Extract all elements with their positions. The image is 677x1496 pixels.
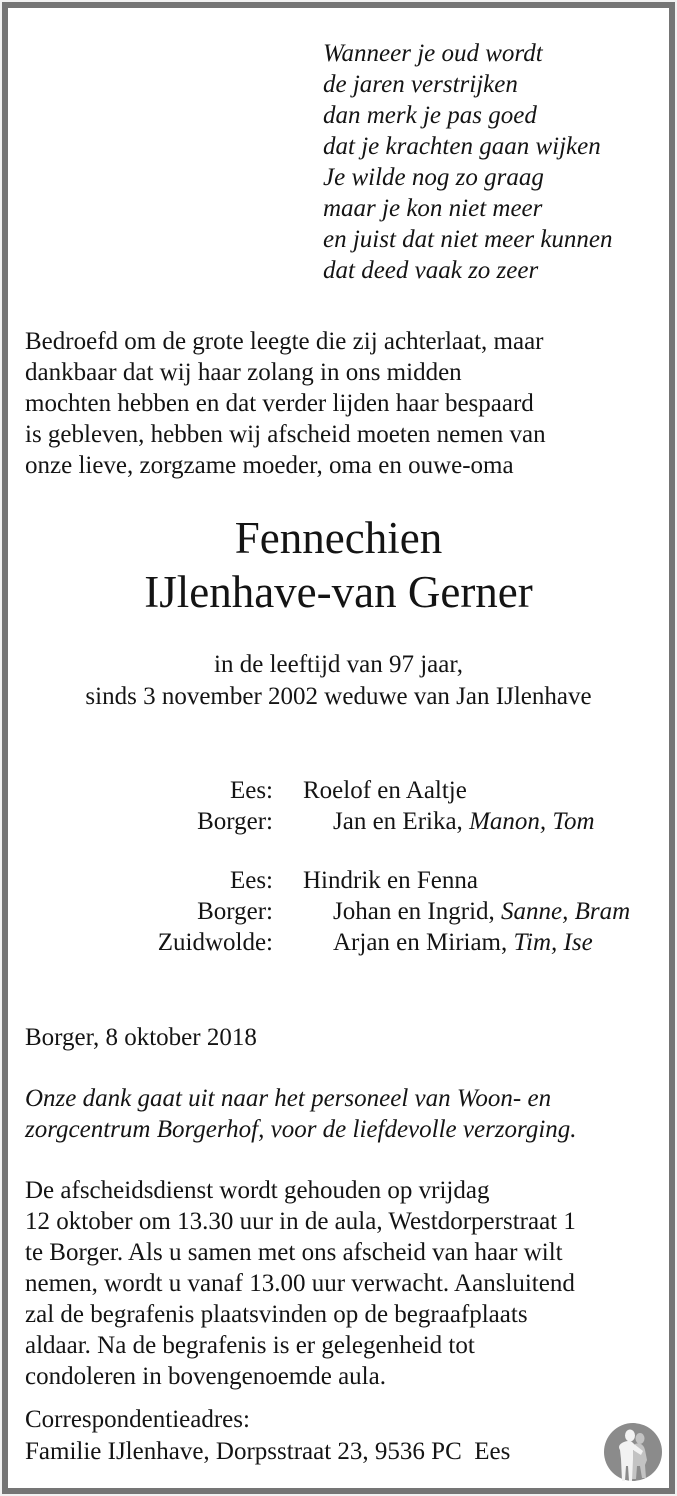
thanks-paragraph bbox=[25, 1083, 652, 1145]
poem-line: dat je krachten gaan wijken bbox=[323, 133, 601, 160]
family-group bbox=[25, 865, 652, 958]
age-line: in de leeftijd van 97 jaar, bbox=[214, 651, 463, 678]
correspondence-address: Familie IJlenhave, Dorpsstraat 23, 9536 PC Ees bbox=[25, 1438, 511, 1465]
announcement-line: is gebleven, hebben wij afscheid moeten nemen van bbox=[25, 421, 546, 448]
memorial-poem bbox=[323, 38, 652, 286]
correspondence-block bbox=[25, 1404, 652, 1468]
obituary-card bbox=[2, 2, 675, 1494]
poem-line: Je wilde nog zo graag bbox=[323, 164, 544, 191]
children-names: Roelof en Aaltje bbox=[303, 777, 467, 804]
family-row bbox=[25, 927, 652, 958]
deceased-first-name: Fennechien bbox=[234, 513, 443, 563]
announcement-line: dankbaar dat wij haar zolang in ons midden bbox=[25, 359, 462, 386]
grandchildren-names: Tim, Ise bbox=[507, 929, 593, 956]
service-line: aldaar. Na de begrafenis is er gelegenheid tot bbox=[25, 1332, 475, 1359]
family-row bbox=[25, 806, 652, 837]
family-place: Borger: bbox=[197, 898, 273, 925]
family-names bbox=[333, 806, 595, 837]
deceased-details bbox=[25, 649, 652, 713]
service-line: nemen, wordt u vanaf 13.00 uur verwacht. Aansluitend bbox=[25, 1270, 575, 1297]
place-and-date: Borger, 8 oktober 2018 bbox=[25, 1024, 257, 1051]
service-line: condoleren in bovengenoemde aula. bbox=[25, 1363, 386, 1390]
family-names bbox=[303, 865, 478, 896]
grandchildren-names: Sanne, Bram bbox=[494, 898, 631, 925]
funeral-home-logo-icon bbox=[604, 1423, 662, 1482]
family-place: Borger: bbox=[197, 808, 273, 835]
announcement-paragraph bbox=[25, 326, 652, 481]
widow-line: sinds 3 november 2002 weduwe van Jan IJlenhave bbox=[85, 683, 592, 710]
poem-line: en juist dat niet meer kunnen bbox=[323, 226, 613, 253]
announcement-line: Bedroefd om de grote leegte die zij achterlaat, maar bbox=[25, 328, 544, 355]
children-names: Jan en Erika, bbox=[333, 808, 463, 835]
family-place: Ees: bbox=[229, 777, 273, 804]
children-names: Hindrik en Fenna bbox=[303, 867, 478, 894]
thanks-line: zorgcentrum Borgerhof, voor de liefdevolle verzorging. bbox=[25, 1116, 577, 1143]
poem-line: de jaren verstrijken bbox=[323, 71, 518, 98]
family-row bbox=[25, 865, 652, 896]
poem-line: maar je kon niet meer bbox=[323, 195, 543, 222]
family-names bbox=[303, 775, 467, 806]
family-row bbox=[25, 775, 652, 806]
children-names: Johan en Ingrid, bbox=[333, 898, 495, 925]
service-line: 12 oktober om 13.30 uur in de aula, Westdorperstraat 1 bbox=[25, 1208, 576, 1235]
deceased-last-name: IJlenhave-van Gerner bbox=[144, 567, 533, 617]
poem-line: dat deed vaak zo zeer bbox=[323, 257, 539, 284]
family-group bbox=[25, 775, 652, 837]
family-names bbox=[333, 927, 593, 958]
family-row bbox=[25, 896, 652, 927]
grandchildren-names: Manon, Tom bbox=[462, 808, 595, 835]
thanks-line: Onze dank gaat uit naar het personeel van Woon- en bbox=[25, 1085, 552, 1112]
poem-line: Wanneer je oud wordt bbox=[323, 40, 543, 67]
announcement-line: mochten hebben en dat verder lijden haar bespaard bbox=[25, 390, 534, 417]
family-names bbox=[333, 896, 630, 927]
service-line: te Borger. Als u samen met ons afscheid van haar wilt bbox=[25, 1239, 563, 1266]
service-details-paragraph bbox=[25, 1175, 652, 1392]
poem-line: dan merk je pas goed bbox=[323, 102, 537, 129]
announcement-line: onze lieve, zorgzame moeder, oma en ouwe-oma bbox=[25, 452, 514, 479]
deceased-name bbox=[25, 511, 652, 619]
service-line: zal de begrafenis plaatsvinden op de begraafplaats bbox=[25, 1301, 528, 1328]
family-place: Zuidwolde: bbox=[157, 929, 273, 956]
correspondence-heading: Correspondentieadres: bbox=[25, 1406, 250, 1433]
family-list bbox=[25, 775, 652, 958]
family-place: Ees: bbox=[229, 867, 273, 894]
children-names: Arjan en Miriam, bbox=[333, 929, 508, 956]
service-line: De afscheidsdienst wordt gehouden op vrijdag bbox=[25, 1177, 490, 1204]
